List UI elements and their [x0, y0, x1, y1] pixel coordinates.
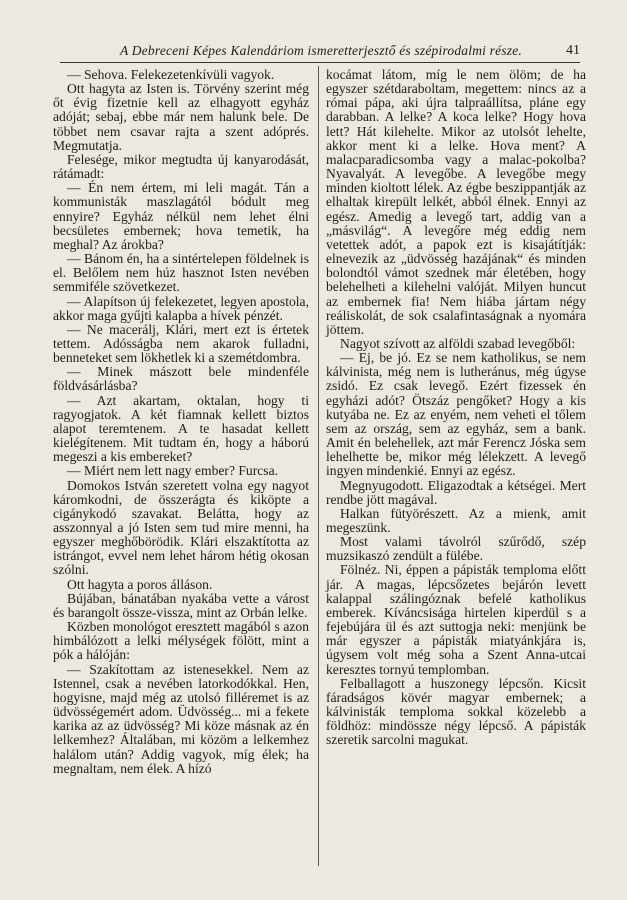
paragraph: — Szakítottam az istenesekkel. Nem az Istennel, csak a nevében latorkodókkal. Hen, hogyisne, majd még az utolsó filléremet is az üdvösségemért adom. Üdvösség... mi a fekete karika az az üdvösség? Mi köze másnak az én lelkemhez? Általában, mi közöm a lelkemhez halálom után? Addig vagyok, míg élek; ha megnaltam, nem élek. A hízó — [53, 661, 309, 776]
paragraph: Felesége, mikor megtudta új kanyarodását, rátámadt: — [53, 151, 309, 182]
paragraph: Nagyot szívott az alföldi szabad levegőből: — [340, 335, 576, 351]
page-number: 41 — [566, 43, 580, 58]
paragraph: kocámat látom, míg le nem ölöm; de ha egyszer szétdaraboltam, megettem: nincs az a római pápa, aki újra talpraállítsa, pláne egy darabban. A lelke? A koca lelke? Hogy hova lett? Hát kilehelte. Mikor az utolsót lehelte, akkor ment ki a lelke. Hova ment? A malacparadicsomba vagy a malac-pokolba? Nyavalyát. A levegőbe. A levegőbe megy minden kioltott lélek. Az égbe beszippantják az elhaltak kirepült lelkét, abból élnek. Ennyi az egész. Amedig a levegő tart, addig van a „másvilág“. A levegőre még eddig nem vetettek adót, a papok ezt is kisajátítják: elnevezik az „üdvösség hazájának“ és minden bolondtól vámot szednek már életében, hogy belehelheti a kilehelni valóját. Milyen huncut az embernek fia! Nem hiába jártam négy reáliskolát, de sok csalafintaságnak a nyomára jöttem. — [326, 67, 586, 337]
paragraph: Megnyugodott. Eligazodtak a kétségei. Mert rendbe jött magával. — [326, 477, 586, 507]
paragraph: — Sehova. Felekezetenkívüli vagyok. — [67, 67, 275, 82]
paragraph: Felballagott a huszonegy lépcsőn. Kicsit fáradságos kövér magyar embernek; a kálvinisták temploma sokkal közelebb a földhöz: mindössze négy lépcső. A pápisták szeretik sarcolni magukat. — [326, 675, 586, 748]
paragraph: Ott hagyta az Isten is. Törvény szerint még őt évig fizetnie kell az elhagyott egyház adóját; sebaj, ebbe már nem halunk bele. De többet nem csavar rajta a szent adóprés. Megmutatja. — [53, 81, 309, 153]
left-column — [53, 68, 309, 776]
paragraph: Közben monológot eresztett magából s azon himbálózott a lelki mélységek fölött, mint a pók a hálóján: — [53, 619, 309, 663]
paragraph: — Minek mászott bele mindenféle földvásárlásba? — [53, 364, 309, 394]
paragraph: — Bánom én, ha a sintértelepen földelnek is el. Belőlem nem húz hasznot Isten nevében semmiféle szövetkezet. — [53, 251, 309, 295]
paragraph: Halkan fütyörészett. Az a mienk, amit megeszünk. — [326, 505, 586, 535]
paragraph: — Azt akartam, oktalan, hogy ti ragyogjatok. A két fiamnak kellett biztos alapot teremtenem. A te hasadat kellett kielégítenem. Mit tudtam én, hogy a háború megeszi a kis embereket? — [53, 392, 309, 465]
right-column — [326, 68, 586, 748]
paragraph: Bújában, bánatában nyakába vette a várost és barangolt össze-vissza, mint az Orbán lelke. — [53, 590, 309, 620]
paragraph: Most valami távolról szűrődő, szép muzsikaszó zendült a fülébe. — [326, 534, 586, 564]
paragraph: — Én nem értem, mi leli magát. Tán a kommunisták maszlagától bódult meg ennyire? Egyház nélkül nem lehet élni becsületes embernek; hova temetik, ha meghal? Az árokba? — [53, 180, 309, 252]
paragraph: Ott hagyta a poros álláson. — [67, 576, 213, 592]
paragraph: — Miért nem lett nagy ember? Furcsa. — [67, 463, 279, 479]
paragraph: Domokos István szeretett volna egy nagyot káromkodni, de összerágta és kiköpte a cigánykodó szavakat. Belátta, hogy az asszonnyal a jó Isten sem tud mire menni, ha egyszer meghőbörödik. Klári elszaktította az istrángot, evvel nem lehet három hétig okosan szólni. — [53, 477, 309, 578]
page-header — [60, 40, 580, 63]
paragraph: — Ne macerálj, Klári, mert ezt is értetek tettem. Adósságba nem akarok fulladni, benneteket sem lökhetlek ki a szemétdombra. — [53, 321, 309, 366]
running-title: A Debreceni Képes Kalendáriom ismeretterjesztő és szépirodalmi része. — [120, 43, 522, 58]
column-divider — [318, 66, 319, 866]
paragraph: Fölnéz. Ni, éppen a pápisták temploma előtt jár. A magas, lépcsőzetes bejárón levett kalappal szálingóznak befelé katholikus emberek. Kíváncsisága hirtelen kiperdül s a fejebújára ül és azt suttogja neki: menjünk be már egyszer a pápisták miatyánkjára is, úgysem volt még soha a Szent Anna-utcai keresztes tornyú templomban. — [326, 562, 586, 677]
paragraph: — Ej, be jó. Ez se nem katholikus, se nem kálvinista, még nem is lutheránus, még úgyse zsidó. Ez csak levegő. Ezért fizessek én egyházi adót? Ötszáz pengőket? Hogy a kis kutyába ne. Ez az enyém, nem veheti el tőlem sem az ország, sem az egyház, sem a bank. Amit én belehellek, azt már Ferencz Jóska sem lehelhette be, mikor még lélekzett. A levegő ingyen mindenkié. Ennyi az egész. — [326, 350, 586, 479]
paragraph: — Alapítson új felekezetet, legyen apostola, akkor maga gyűjti kalapba a hívek pénzét. — [53, 293, 309, 323]
